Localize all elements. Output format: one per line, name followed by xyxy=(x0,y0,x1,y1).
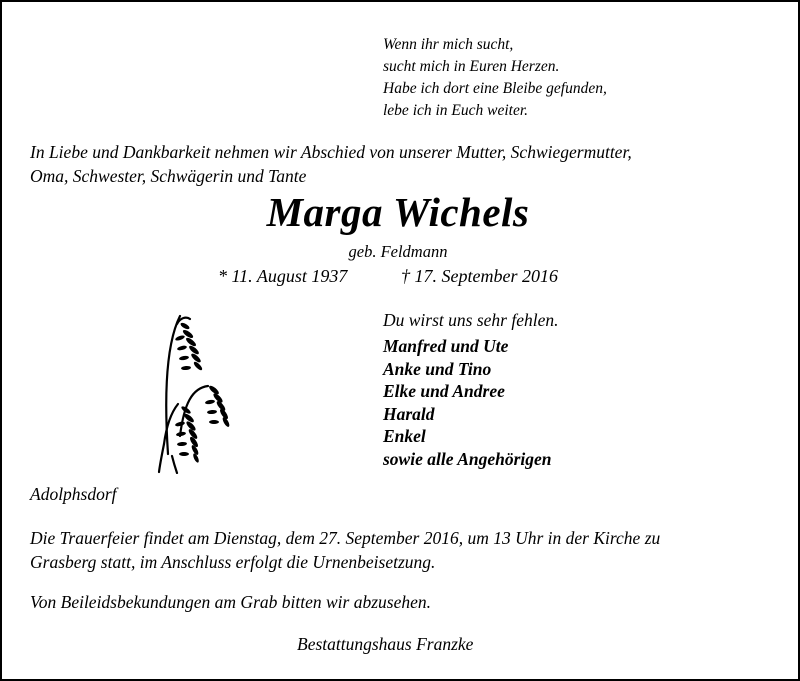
mourner-name: Anke und Tino xyxy=(383,358,492,379)
mourner-name: Elke und Andree xyxy=(383,381,505,402)
death-date: † 17. September 2016 xyxy=(401,266,558,286)
mourner-name: sowie alle Angehörigen xyxy=(383,448,552,469)
funeral-line: Die Trauerfeier findet am Dienstag, dem 27. September 2016, um 13 Uhr in der Kirche zu xyxy=(30,528,661,548)
undertaker-name: Bestattungshaus Franzke xyxy=(297,634,474,654)
poem-line: sucht mich in Euren Herzen. xyxy=(383,58,560,75)
mourner-name: Enkel xyxy=(383,426,426,447)
maiden-name: geb. Feldmann xyxy=(348,242,448,261)
poem-line: lebe ich in Euch weiter. xyxy=(383,102,529,119)
poem-line: Wenn ihr mich sucht, xyxy=(383,36,514,53)
intro-line: Oma, Schwester, Schwägerin und Tante xyxy=(30,166,307,186)
wheat-ears-icon xyxy=(150,304,250,474)
intro-text xyxy=(30,140,632,188)
condolences-note: Von Beileidsbekundungen am Grab bitten wir abzusehen. xyxy=(30,592,431,612)
funeral-info xyxy=(30,527,660,574)
poem xyxy=(383,34,607,122)
place-name: Adolphsdorf xyxy=(30,484,117,504)
mourner-name: Harald xyxy=(383,403,435,424)
deceased-name: Marga Wichels xyxy=(266,189,530,235)
birth-date: * 11. August 1937 xyxy=(218,266,348,286)
mourner-name: Manfred und Ute xyxy=(383,336,509,356)
intro-line: In Liebe und Dankbarkeit nehmen wir Abschied von unserer Mutter, Schwiegermutter, xyxy=(30,142,632,162)
farewell-line: Du wirst uns sehr fehlen. xyxy=(383,310,559,330)
mourners-list xyxy=(383,335,552,471)
poem-line: Habe ich dort eine Bleibe gefunden, xyxy=(383,80,607,97)
funeral-line: Grasberg statt, im Anschluss erfolgt die Urnenbeisetzung. xyxy=(30,551,436,572)
